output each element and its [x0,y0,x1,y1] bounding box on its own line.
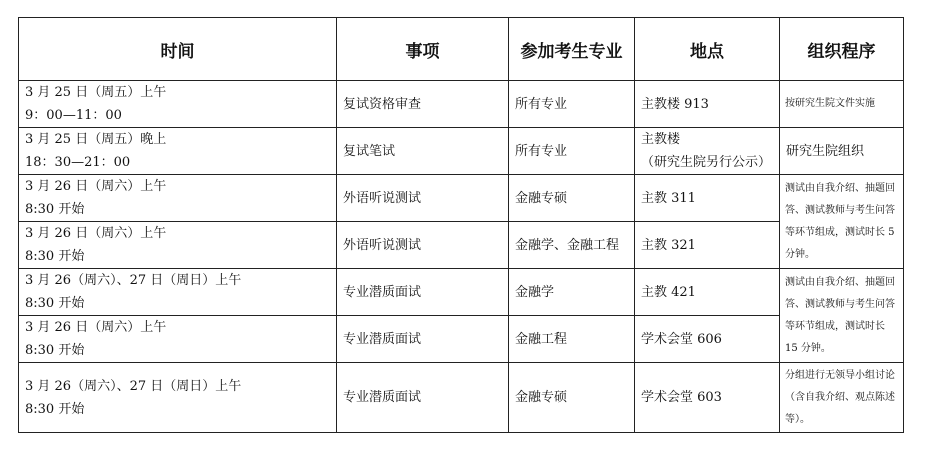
major-cell: 所有专业 [509,81,635,128]
major-cell: 金融专硕 [509,175,635,222]
header-major: 参加考生专业 [509,18,635,81]
item-cell: 外语听说测试 [337,175,509,222]
header-row [19,18,904,81]
item-cell: 专业潜质面试 [337,363,509,433]
schedule-table [18,17,904,433]
table-row [19,175,904,222]
time-cell: 3 月 26 日（周六）上午 8:30 开始 [19,175,337,222]
location-cell: 主教 421 [635,269,780,316]
table-row [19,222,904,269]
item-cell: 复试笔试 [337,128,509,175]
major-cell: 金融学 [509,269,635,316]
procedure-cell: 按研究生院文件实施 [780,81,904,128]
time-cell: 3 月 25 日（周五）晚上 18：30—21：00 [19,128,337,175]
header-location: 地点 [635,18,780,81]
procedure-cell: 分组进行无领导小组讨论（含自我介绍、观点陈述等）。 [780,363,904,433]
location-cell: 主教楼 913 [635,81,780,128]
item-cell: 外语听说测试 [337,222,509,269]
location-cell: 学术会堂 606 [635,316,780,363]
item-cell: 专业潜质面试 [337,316,509,363]
major-cell: 所有专业 [509,128,635,175]
major-cell: 金融学、金融工程 [509,222,635,269]
major-cell: 金融专硕 [509,363,635,433]
procedure-cell: 测试由自我介绍、抽题回答、测试教师与考生问答等环节组成，测试时长 15 分钟。 [780,269,904,363]
major-cell: 金融工程 [509,316,635,363]
table-row [19,316,904,363]
header-procedure: 组织程序 [780,18,904,81]
time-cell: 3 月 25 日（周五）上午 9：00—11：00 [19,81,337,128]
table-row [19,128,904,175]
time-cell: 3 月 26 日（周六）上午 8:30 开始 [19,316,337,363]
time-cell: 3 月 26（周六）、27 日（周日）上午 8:30 开始 [19,269,337,316]
table-row [19,81,904,128]
table-row [19,363,904,433]
procedure-cell: 测试由自我介绍、抽题回答、测试教师与考生问答等环节组成，测试时长 5 分钟。 [780,175,904,269]
item-cell: 专业潜质面试 [337,269,509,316]
time-cell: 3 月 26（周六）、27 日（周日）上午 8:30 开始 [19,363,337,433]
location-cell: 主教 321 [635,222,780,269]
table-row [19,269,904,316]
procedure-cell: 研究生院组织 [780,128,904,175]
time-cell: 3 月 26 日（周六）上午 8:30 开始 [19,222,337,269]
item-cell: 复试资格审查 [337,81,509,128]
location-cell: 学术会堂 603 [635,363,780,433]
location-cell: 主教 311 [635,175,780,222]
location-cell: 主教楼 （研究生院另行公示） [635,128,780,175]
header-item: 事项 [337,18,509,81]
header-time: 时间 [19,18,337,81]
